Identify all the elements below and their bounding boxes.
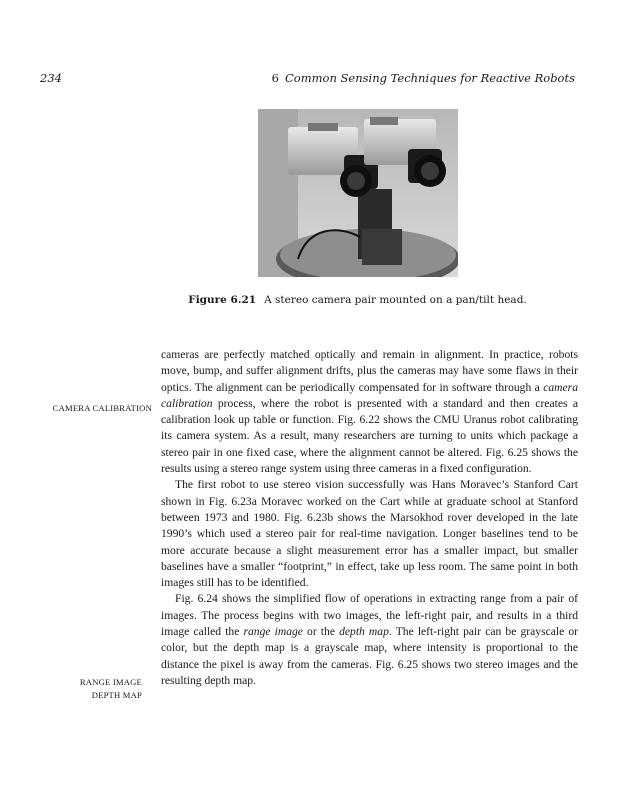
margin-note-range-depth [30,676,142,702]
figure-photo [258,109,458,277]
margin-term: CAMERA CALIBRATION [52,403,152,413]
paragraph-3-text: Fig. 6.24 shows the simplified flow of operations in extracting range from a pair of images. The process begins with two images, the left-right pair, and results in a third image called the [161,592,578,639]
paragraph-1-text: cameras are perfectly matched optically and remain in alignment. In practice, robots move, bump, and suffer alignment drifts, plus the cameras may have some flaws in their optics. The alignment can be periodically compensated for in software through a [161,348,578,394]
paragraph-2: The first robot to use stereo vision successfully was Hans Moravec’s Stanford Cart shown in Fig. 6.23a Moravec worked on the Cart while at graduate school at Stanford between 1973 and 1980. Fig. 6.23b shows the Marsokhod rover developed in the late 1990’s which used a stereo pair for real-time navigation. Longer baselines tend to be more accurate because a slight measurement error has a smaller impact, but smaller baselines have a smaller “footprint,” in effect, take up less room. The same point in both images still has to be identified. [161,478,578,590]
term-range-image: range image [243,625,303,639]
margin-term-depth-map: DEPTH MAP [91,690,142,700]
paragraph-1-text-cont: process, where the robot is presented with a standard and then creates a calibration look up table or function. Fig. 6.22 shows the CMU Uranus robot calibrating its camera system. As a result, many researchers are turning to units which package a stereo pair in one fixed case, where the alignment cannot be altered. Fig. 6.25 shows the results using a stereo range system using three cameras in a fixed configuration. [161,396,578,476]
paragraph-3-text-cont: . The left-right pair can be grayscale or color, but the depth map is a grayscale map, where intensity is proportional to the distance the pixel is away from the cameras. Fig. 6.25 shows two stereo images and the resulting depth map. [161,625,578,687]
figure-label: Figure 6.21 [188,294,257,306]
figure-caption-text: A stereo camera pair mounted on a pan/tilt head. [264,294,527,306]
margin-term-range-image: RANGE IMAGE [79,677,142,687]
paragraph-3-text-mid: or the [302,625,340,639]
body-text [161,347,578,689]
term-camera-calibration: camera calibration [161,380,578,410]
margin-note-camera-calibration [40,402,152,415]
stereo-camera-illustration [258,109,458,277]
running-header [40,71,575,87]
paragraph-3 [161,591,578,689]
page-number: 234 [40,71,62,85]
chapter-title: Common Sensing Techniques for Reactive Robots [285,71,575,85]
term-depth-map: depth map [339,625,389,639]
chapter-number: 6 [271,71,279,85]
paragraph-1 [161,347,578,477]
chapter-heading [272,71,575,85]
figure-caption [140,294,575,306]
